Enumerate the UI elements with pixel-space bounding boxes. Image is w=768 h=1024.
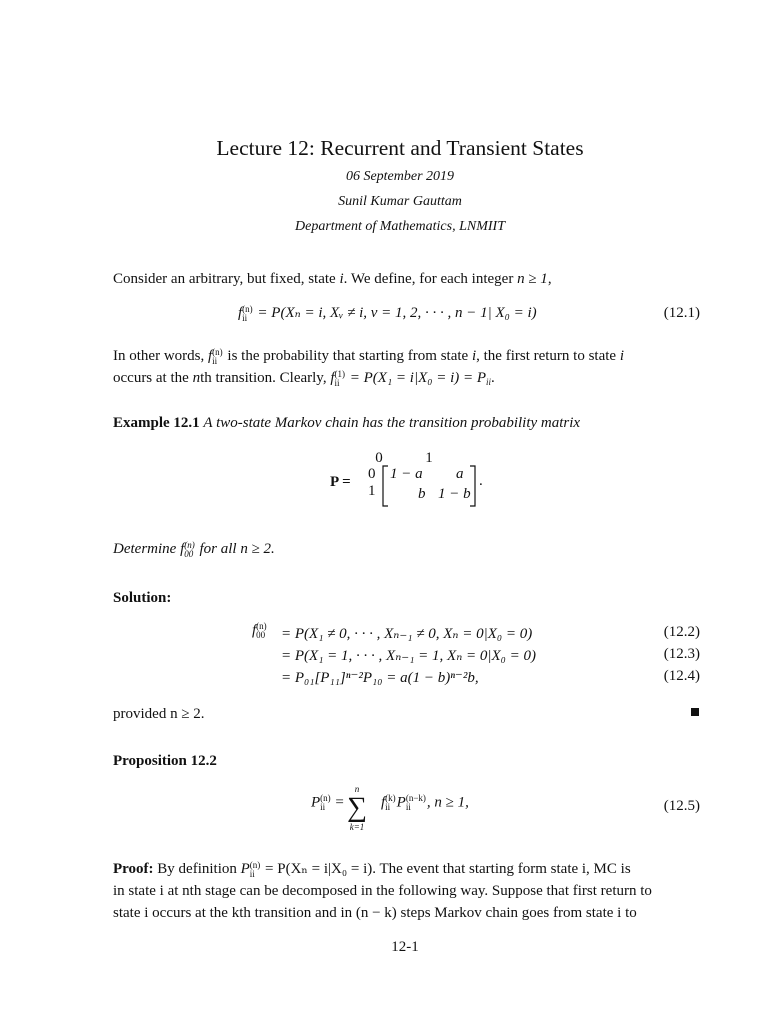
proof-paragraph: Proof: By definition P (n) ii = P(Xₙ = i|X₀ = i). The event that starting form state i, MC is in state i at nth stage can be decomposed in the following way. Suppose that first return to state i occurs at the kth transition and in (n − k) steps Markov chain goes from state i to (113, 859, 652, 921)
matrix-period: . (479, 473, 483, 489)
equation-12-1: f (n) ii = P(Xₙ = i, Xᵥ ≠ i, ν = 1, 2, · · · , n − 1| X₀ = i) (238, 303, 537, 323)
solution-lhs: f (n) 00 (252, 621, 267, 640)
proof-label: Proof: (113, 861, 154, 877)
proposition-lhs: P (n) ii = (311, 793, 344, 812)
definition-paragraph: In other words, f (n) ii is the probability that starting from state i, the first return to state i occurs at the nth transition. Clearly, f (1) ii = $P(X_1 = i|X_0 = i) = P_{ii}$. (113, 346, 625, 388)
summation: n ∑ k=1 (342, 784, 372, 832)
example-label: Example 12.1 (113, 415, 200, 431)
proposition-rhs: f (k) ii P (n−k) ii , n ≥ 1, (381, 793, 469, 812)
proposition-label: Proposition 12.2 (113, 753, 217, 769)
page-title: Lecture 12: Recurrent and Transient States (216, 136, 584, 160)
example-question: Determine f (n) 00 for all n ≥ 2. (113, 539, 275, 559)
equation-number-12-5: (12.5) (663, 798, 700, 814)
sigma-icon: ∑ (347, 792, 367, 823)
matrix-cell: 1 − a (390, 466, 423, 482)
equation-number-12-2: (12.2) (663, 624, 700, 640)
matrix-cell: 1 − b (438, 486, 471, 502)
author: Sunil Kumar Gauttam (338, 194, 462, 209)
solution-label: Solution: (113, 590, 172, 606)
provided-text: provided n ≥ 2. (113, 706, 205, 722)
matrix-cell: a (456, 466, 464, 482)
lecture-date: 06 September 2019 (345, 169, 455, 184)
matrix-row-labels: 0 1 (368, 466, 376, 499)
department: Department of Mathematics, LNMIIT (295, 219, 505, 234)
equation-number-12-4: (12.4) (663, 668, 700, 684)
equation-number-12-3: (12.3) (663, 646, 700, 662)
equation-number-12-1: (12.1) (663, 305, 700, 321)
page-number: 12-1 (391, 939, 419, 955)
solution-line-1: = P(X₁ ≠ 0, · · · , Xₙ₋₁ ≠ 0, Xₙ = 0|X₀ = 0) (281, 626, 533, 642)
matrix-label: P = (330, 474, 351, 490)
solution-line-2: = P(X₁ = 1, · · · , Xₙ₋₁ = 1, Xₙ = 0|X₀ = 0) (281, 648, 537, 664)
intro-paragraph: Consider an arbitrary, but fixed, state i. We define, for each integer n ≥ 1, (113, 271, 552, 287)
transition-matrix (382, 465, 480, 505)
example-statement: Example 12.1 A two-state Markov chain has the transition probability matrix (113, 415, 581, 431)
qed-box-icon (691, 708, 699, 716)
solution-line-3: = P₀₁[P₁₁]ⁿ⁻²P₁₀ = a(1 − b)ⁿ⁻²b, (281, 670, 479, 686)
matrix-cell: b (418, 486, 426, 502)
